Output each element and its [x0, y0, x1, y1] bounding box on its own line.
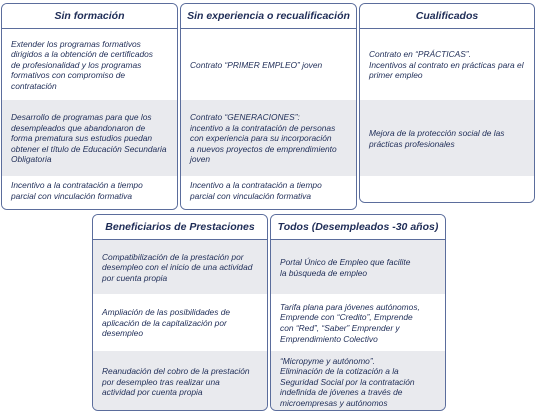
cell-beneficiarios-row-2: Ampliación de las posibilidades de aplicación de la capitalización por desempleo [93, 294, 267, 351]
header-sin-formacion: Sin formación [2, 4, 177, 29]
cell-sin-experiencia-row-1: Contrato “PRIMER EMPLEO” joven [181, 29, 356, 100]
cell-todos-row-3: “Micropyme y autónomo”. Eliminación de la cotización a la Seguridad Social por la contratación indefinida de jóvenes a través de microempresas y autónomos [271, 351, 445, 411]
cell-sin-experiencia-row-3: Incentivo a la contratación a tiempo parcial con vinculación formativa [181, 176, 356, 210]
cell-todos-row-2: Tarifa plana para jóvenes autónomos, Emprende con “Credito”, Emprende con “Red”, “Saber” Emprender y Emprendimiento Colectivo [271, 294, 445, 351]
cell-beneficiarios-row-3: Reanudación del cobro de la prestación por desempleo tras realizar una actividad por cuenta propia [93, 351, 267, 411]
header-beneficiarios: Beneficiarios de Prestaciones [93, 215, 267, 240]
cell-cualificados-row-2: Mejora de la protección social de las prácticas profesionales [360, 100, 534, 176]
cell-cualificados-row-3 [360, 176, 534, 203]
panel-sin-experiencia [180, 3, 357, 210]
header-todos: Todos (Desempleados -30 años) [271, 215, 445, 240]
panel-todos [270, 214, 446, 411]
cell-sin-formacion-row-1: Extender los programas formativos dirigidos a la obtención de certificados de profesionalidad y los programas formativos con compromiso de contratación [2, 29, 177, 100]
cell-todos-row-1: Portal Único de Empleo que facilite la búsqueda de empleo [271, 240, 445, 294]
cell-beneficiarios-row-1: Compatibilización de la prestación por desempleo con el inicio de una actividad por cuenta propia [93, 240, 267, 294]
cell-sin-experiencia-row-2: Contrato “GENERACIONES”: incentivo a la contratación de personas con experiencia para su incorporación a nuevos proyectos de emprendimiento joven [181, 100, 356, 176]
cell-cualificados-row-1: Contrato en “PRÁCTICAS”. Incentivos al contrato en prácticas para el primer empleo [360, 29, 534, 100]
header-sin-experiencia: Sin experiencia o recualificación [181, 4, 356, 29]
cell-sin-formacion-row-3: Incentivo a la contratación a tiempo parcial con vinculación formativa [2, 176, 177, 210]
panel-beneficiarios [92, 214, 268, 411]
panel-sin-formacion [1, 3, 178, 210]
header-cualificados: Cualificados [360, 4, 534, 29]
panel-cualificados [359, 3, 535, 203]
cell-sin-formacion-row-2: Desarrollo de programas para que los desempleados que abandonaron de forma prematura sus estudios puedan obtener el título de Educación Secundaria Obligatoria [2, 100, 177, 176]
